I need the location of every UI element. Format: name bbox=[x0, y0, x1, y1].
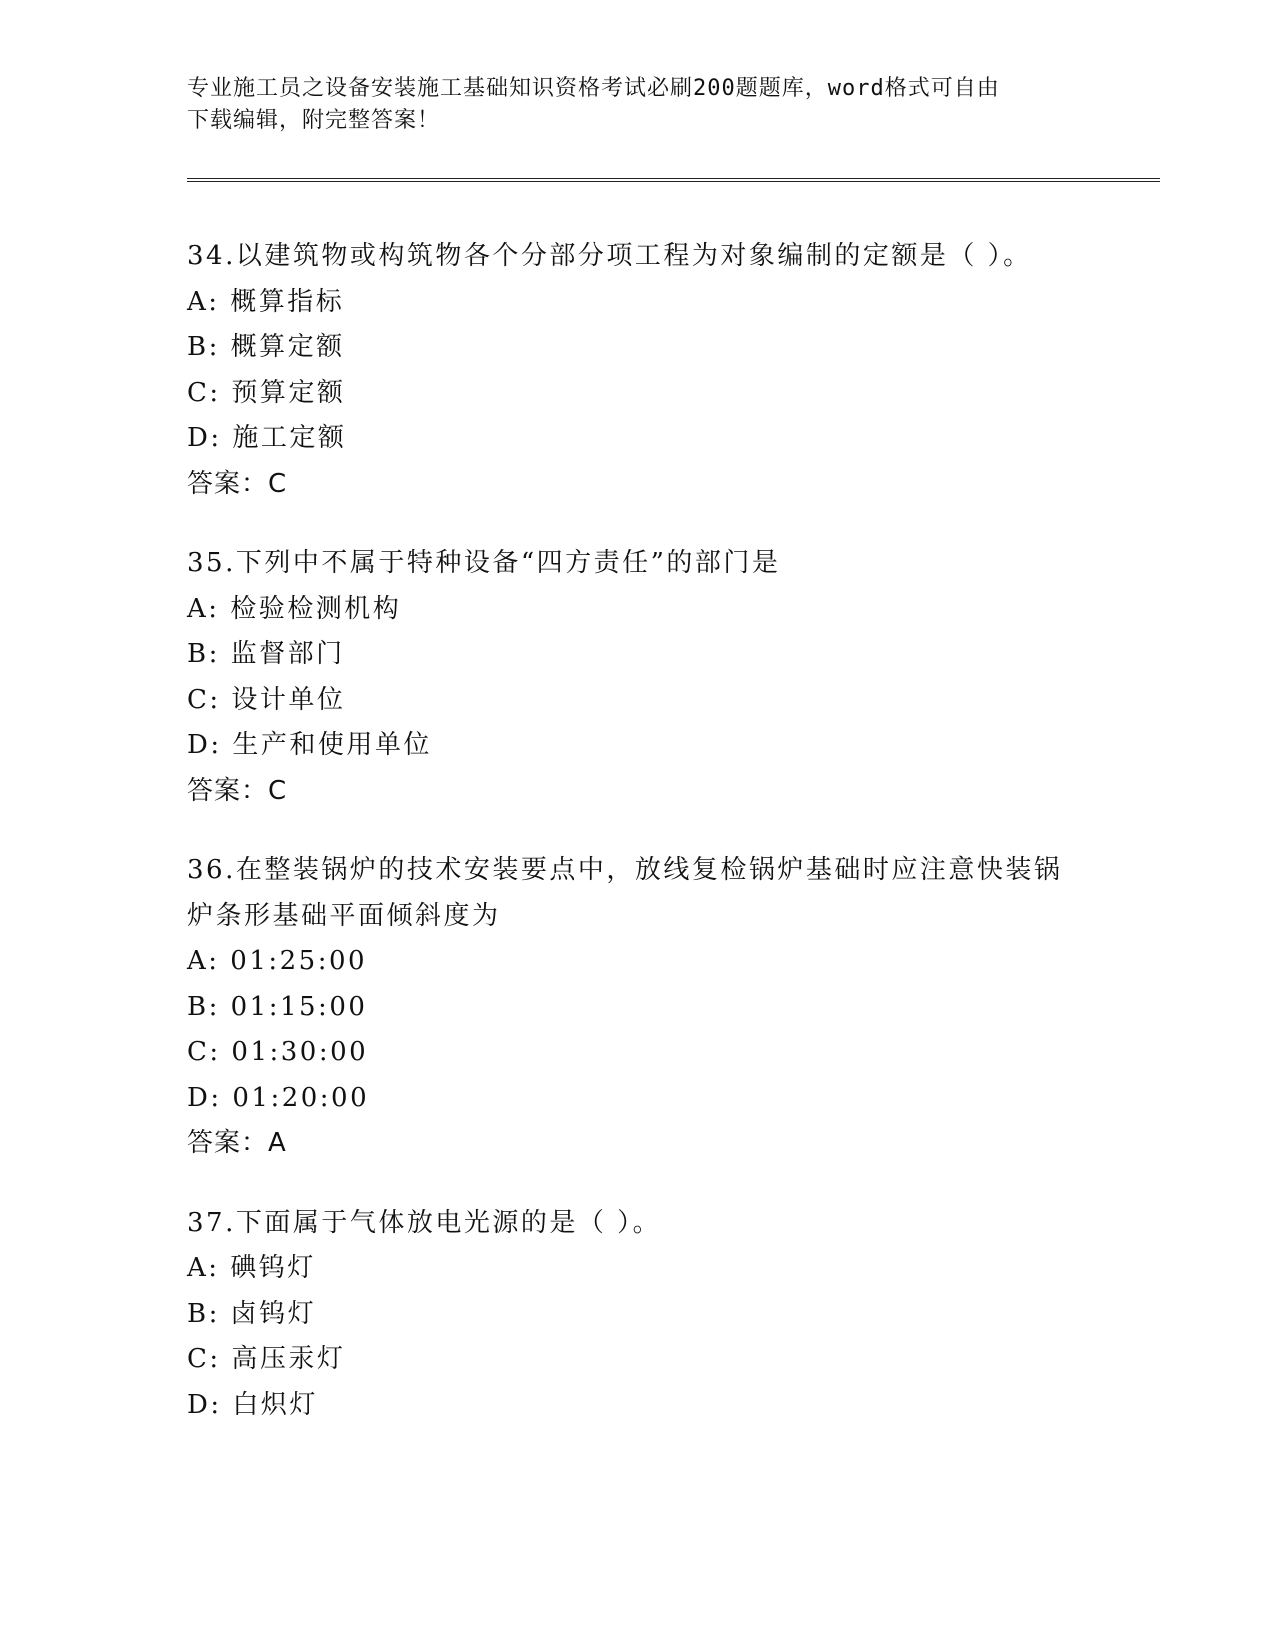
option-b: B: 监督部门 bbox=[187, 639, 345, 669]
option-d: D: 01:20:00 bbox=[187, 1082, 370, 1113]
question-stem: 35.下列中不属于特种设备“四方责任”的部门是 bbox=[187, 548, 781, 578]
document-header bbox=[187, 73, 1087, 137]
option-c: C: 01:30:00 bbox=[187, 1037, 369, 1067]
option-a: A: 检验检测机构 bbox=[187, 593, 402, 624]
question-34 bbox=[187, 234, 1117, 507]
header-title-line-1: 专业施工员之设备安装施工基础知识资格考试必刷200题题库，word格式可自由 bbox=[187, 76, 1000, 101]
header-title-line-2: 下载编辑，附完整答案！ bbox=[187, 108, 441, 133]
question-stem: 37.下面属于气体放电光源的是（ ）。 bbox=[187, 1207, 662, 1238]
header-divider bbox=[187, 178, 1160, 182]
answer: 答案：C bbox=[187, 775, 288, 806]
question-stem-line-2: 炉条形基础平面倾斜度为 bbox=[187, 900, 501, 931]
option-a: A: 01:25:00 bbox=[187, 946, 368, 976]
question-37 bbox=[187, 1201, 1117, 1429]
option-b: B: 01:15:00 bbox=[187, 991, 368, 1022]
question-stem: 34.以建筑物或构筑物各个分部分项工程为对象编制的定额是（ ）。 bbox=[187, 241, 1032, 271]
option-a: A: 碘钨灯 bbox=[187, 1253, 316, 1283]
option-d: D: 生产和使用单位 bbox=[187, 730, 432, 760]
option-a: A: 概算指标 bbox=[187, 286, 345, 317]
answer: 答案：A bbox=[187, 1128, 287, 1158]
question-stem-line-1: 36.在整装锅炉的技术安装要点中，放线复检锅炉基础时应注意快装锅 bbox=[187, 855, 1063, 885]
question-list bbox=[187, 234, 1117, 1462]
option-b: B: 概算定额 bbox=[187, 332, 345, 362]
question-35 bbox=[187, 541, 1117, 814]
option-c: C: 高压汞灯 bbox=[187, 1344, 346, 1374]
option-d: D: 施工定额 bbox=[187, 423, 347, 453]
option-d: D: 白炽灯 bbox=[187, 1389, 318, 1420]
option-c: C: 预算定额 bbox=[187, 377, 346, 408]
question-36 bbox=[187, 848, 1117, 1167]
option-b: B: 卤钨灯 bbox=[187, 1298, 317, 1329]
option-c: C: 设计单位 bbox=[187, 684, 346, 715]
answer: 答案：C bbox=[187, 468, 288, 499]
